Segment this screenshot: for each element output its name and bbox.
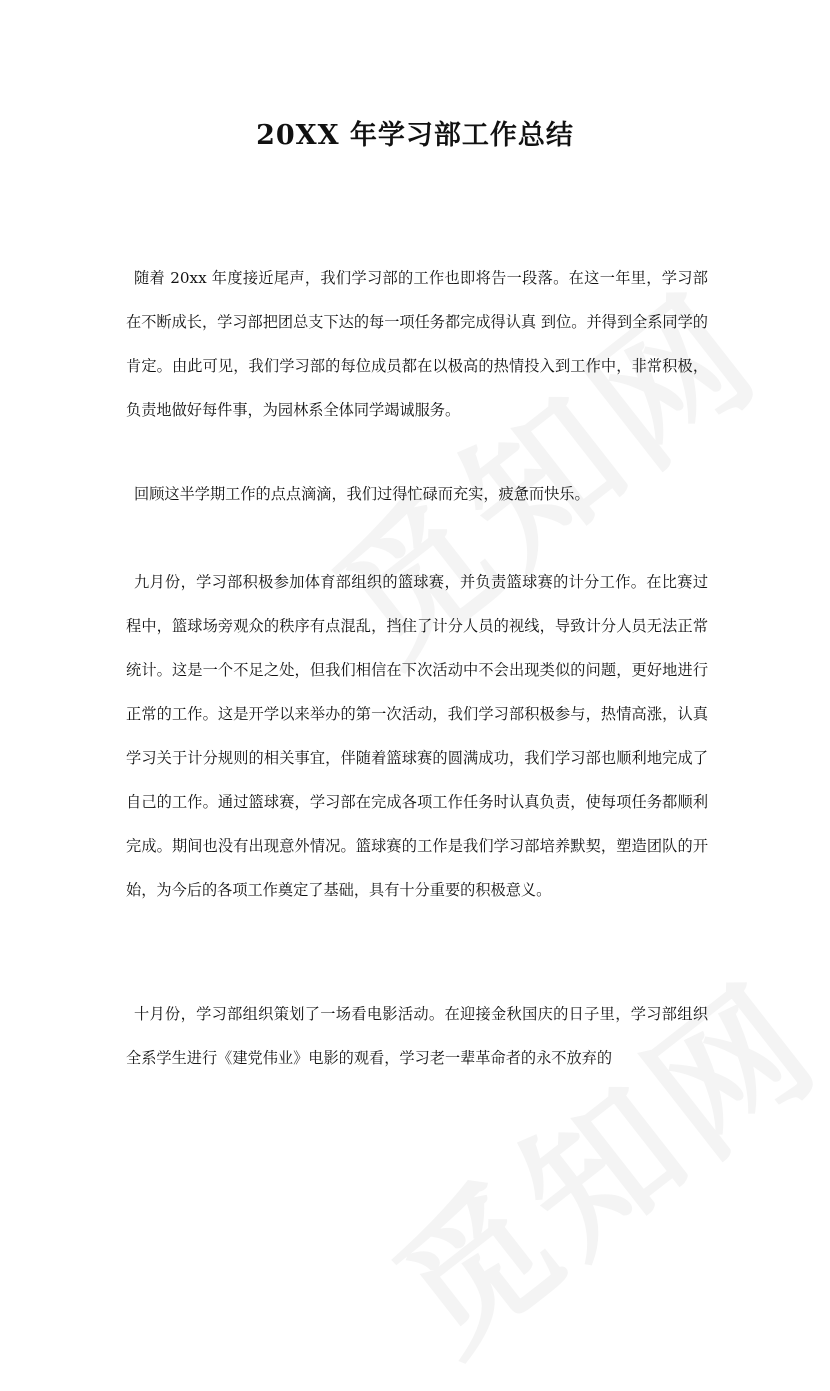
- paragraph-intro: 随着 20xx 年度接近尾声，我们学习部的工作也即将告一段落。在这一年里，学习部在不断成长，学习部把团总支下达的每一项任务都完成得认真 到位。并得到全系同学的肯定。由此可见，我们学习部的每位成员都在以极高的热情投入到工作中，非常积极，负责地做好每件事，为园林系全体同学竭诚服务。: [126, 269, 708, 419]
- paragraph-october: 十月份，学习部组织策划了一场看电影活动。在迎接金秋国庆的日子里，学习部组织全系学生进行《建党伟业》电影的观看，学习老一辈革命者的永不放弃的: [126, 1005, 708, 1067]
- paragraph-review: 回顾这半学期工作的点点滴滴，我们过得忙碌而充实，疲惫而快乐。: [134, 485, 590, 503]
- document-title: 20XX 年学习部工作总结: [256, 120, 574, 151]
- paragraph-september: 九月份，学习部积极参加体育部组织的篮球赛，并负责篮球赛的计分工作。在比赛过程中，篮球场旁观众的秩序有点混乱，挡住了计分人员的视线，导致计分人员无法正常统计。这是一个不足之处，但我们相信在下次活动中不会出现类似的问题，更好地进行正常的工作。这是开学以来举办的第一次活动，我们学习部积极参与，热情高涨，认真学习关于计分规则的相关事宜，伴随着篮球赛的圆满成功，我们学习部也顺利地完成了自己的工作。通过篮球赛，学习部在完成各项工作任务时认真负责，使每项任务都顺利完成。期间也没有出现意外情况。篮球赛的工作是我们学习部培养默契，塑造团队的开始，为今后的各项工作奠定了基础，具有十分重要的积极意义。: [126, 573, 708, 899]
